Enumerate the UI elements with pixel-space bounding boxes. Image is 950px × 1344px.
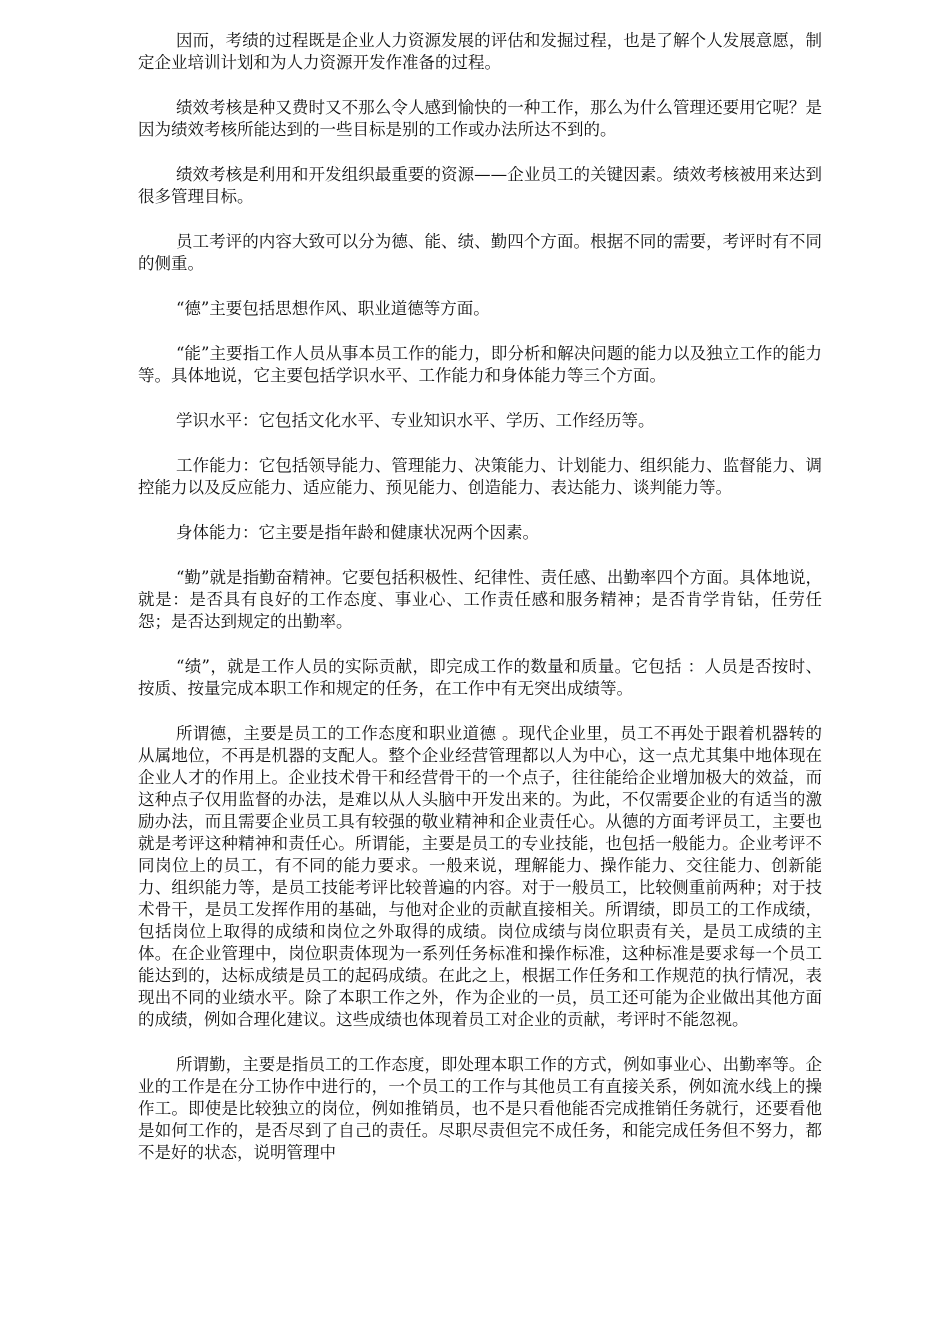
document-body bbox=[138, 30, 822, 1187]
paragraph-ability: “能”主要指工作人员从事本员工作的能力，即分析和解决问题的能力以及独立工作的能力等。具体地说，它主要包括学识水平、工作能力和身体能力等三个方面。 bbox=[138, 344, 822, 385]
paragraph-knowledge-level: 学识水平：它包括文化水平、专业知识水平、学历、工作经历等。 bbox=[175, 411, 655, 430]
paragraph-four-aspects: 员工考评的内容大致可以分为德、能、绩、勤四个方面。根据不同的需要，考评时有不同的侧重。 bbox=[138, 232, 822, 273]
paragraph-work-ability: 工作能力：它包括领导能力、管理能力、决策能力、计划能力、组织能力、监督能力、调控能力以及反应能力、适应能力、预见能力、创造能力、表达能力、谈判能力等。 bbox=[138, 456, 822, 497]
paragraph-long-discussion: 所谓德，主要是员工的工作态度和职业道德 。现代企业里，员工不再处于跟着机器转的从属地位，不再是机器的支配人。整个企业经营管理都以人为中心，这一点尤其集中地体现在企业人才的作用上。企业技术骨干和经营骨干的一个点子，往往能给企业增加极大的效益，而这种点子仅用监督的办法，是难以从人头脑中开发出来的。为此，不仅需要企业的有适当的激励办法，而且需要企业员工具有较强的敬业精神和企业责任心。从德的方面考评员工，主要也就是考评这种精神和责任心。所谓能，主要是员工的专业技能，也包括一般能力。企业考评不同岗位上的员工，有不同的能力要求。一般来说，理解能力、操作能力、交往能力、创新能力、组织能力等，是员工技能考评比较普遍的内容。对于一般员工，比较侧重前两种；对于技术骨干，是员工发挥作用的基础，与他对企业的贡献直接相关。所谓绩，即员工的工作成绩，包括岗位上取得的成绩和岗位之外取得的成绩。岗位成绩与岗位职责有关，是员工成绩的主体。在企业管理中，岗位职责体现为一系列任务标准和操作标准，这种标准是要求每一个员工能达到的，达标成绩是员工的起码成绩。在此之上，根据工作任务和工作规范的执行情况，表现出不同的业绩水平。除了本职工作之外，作为企业的一员，员工还可能为企业做出其他方面的成绩，例如合理化建议。这些成绩也体现着员工对企业的贡献，考评时不能忽视。 bbox=[138, 724, 822, 1029]
paragraph-virtue: “德”主要包括思想作风、职业道德等方面。 bbox=[175, 299, 490, 318]
paragraph-diligence: “勤”就是指勤奋精神。它要包括积极性、纪律性、责任感、出勤率四个方面。具体地说，就是：是否具有良好的工作态度、事业心、工作责任感和服务精神；是否肯学肯钻，任劳任怨；是否达到规定的出勤率。 bbox=[138, 568, 822, 631]
paragraph-diligence-detail: 所谓勤，主要是指员工的工作态度，即处理本职工作的方式，例如事业心、出勤率等。企业的工作是在分工协作中进行的，一个员工的工作与其他员工有直接关系，例如流水线上的操作工。即使是比较独立的岗位，例如推销员，也不是只看他能否完成推销任务就行，还要看他是如何工作的，是否尽到了自己的责任。尽职尽责但完不成任务，和能完成任务但不努力，都不是好的状态，说明管理中 bbox=[138, 1055, 822, 1162]
paragraph-why-appraisal: 绩效考核是种又费时又不那么令人感到愉快的一种工作，那么为什么管理还要用它呢？是因为绩效考核所能达到的一些目标是别的工作或办法所达不到的。 bbox=[138, 98, 822, 139]
paragraph-performance: “绩”，就是工作人员的实际贡献，即完成工作的数量和质量。它包括 ：人员是否按时、按质、按量完成本职工作和规定的任务，在工作中有无突出成绩等。 bbox=[138, 657, 822, 698]
paragraph-key-resource: 绩效考核是利用和开发组织最重要的资源——企业员工的关键因素。绩效考核被用来达到很多管理目标。 bbox=[138, 165, 822, 206]
paragraph-appraisal-process: 因而，考绩的过程既是企业人力资源发展的评估和发掘过程，也是了解个人发展意愿，制定企业培训计划和为人力资源开发作准备的过程。 bbox=[138, 31, 822, 72]
paragraph-physical-ability: 身体能力：它主要是指年龄和健康状况两个因素。 bbox=[175, 523, 539, 542]
